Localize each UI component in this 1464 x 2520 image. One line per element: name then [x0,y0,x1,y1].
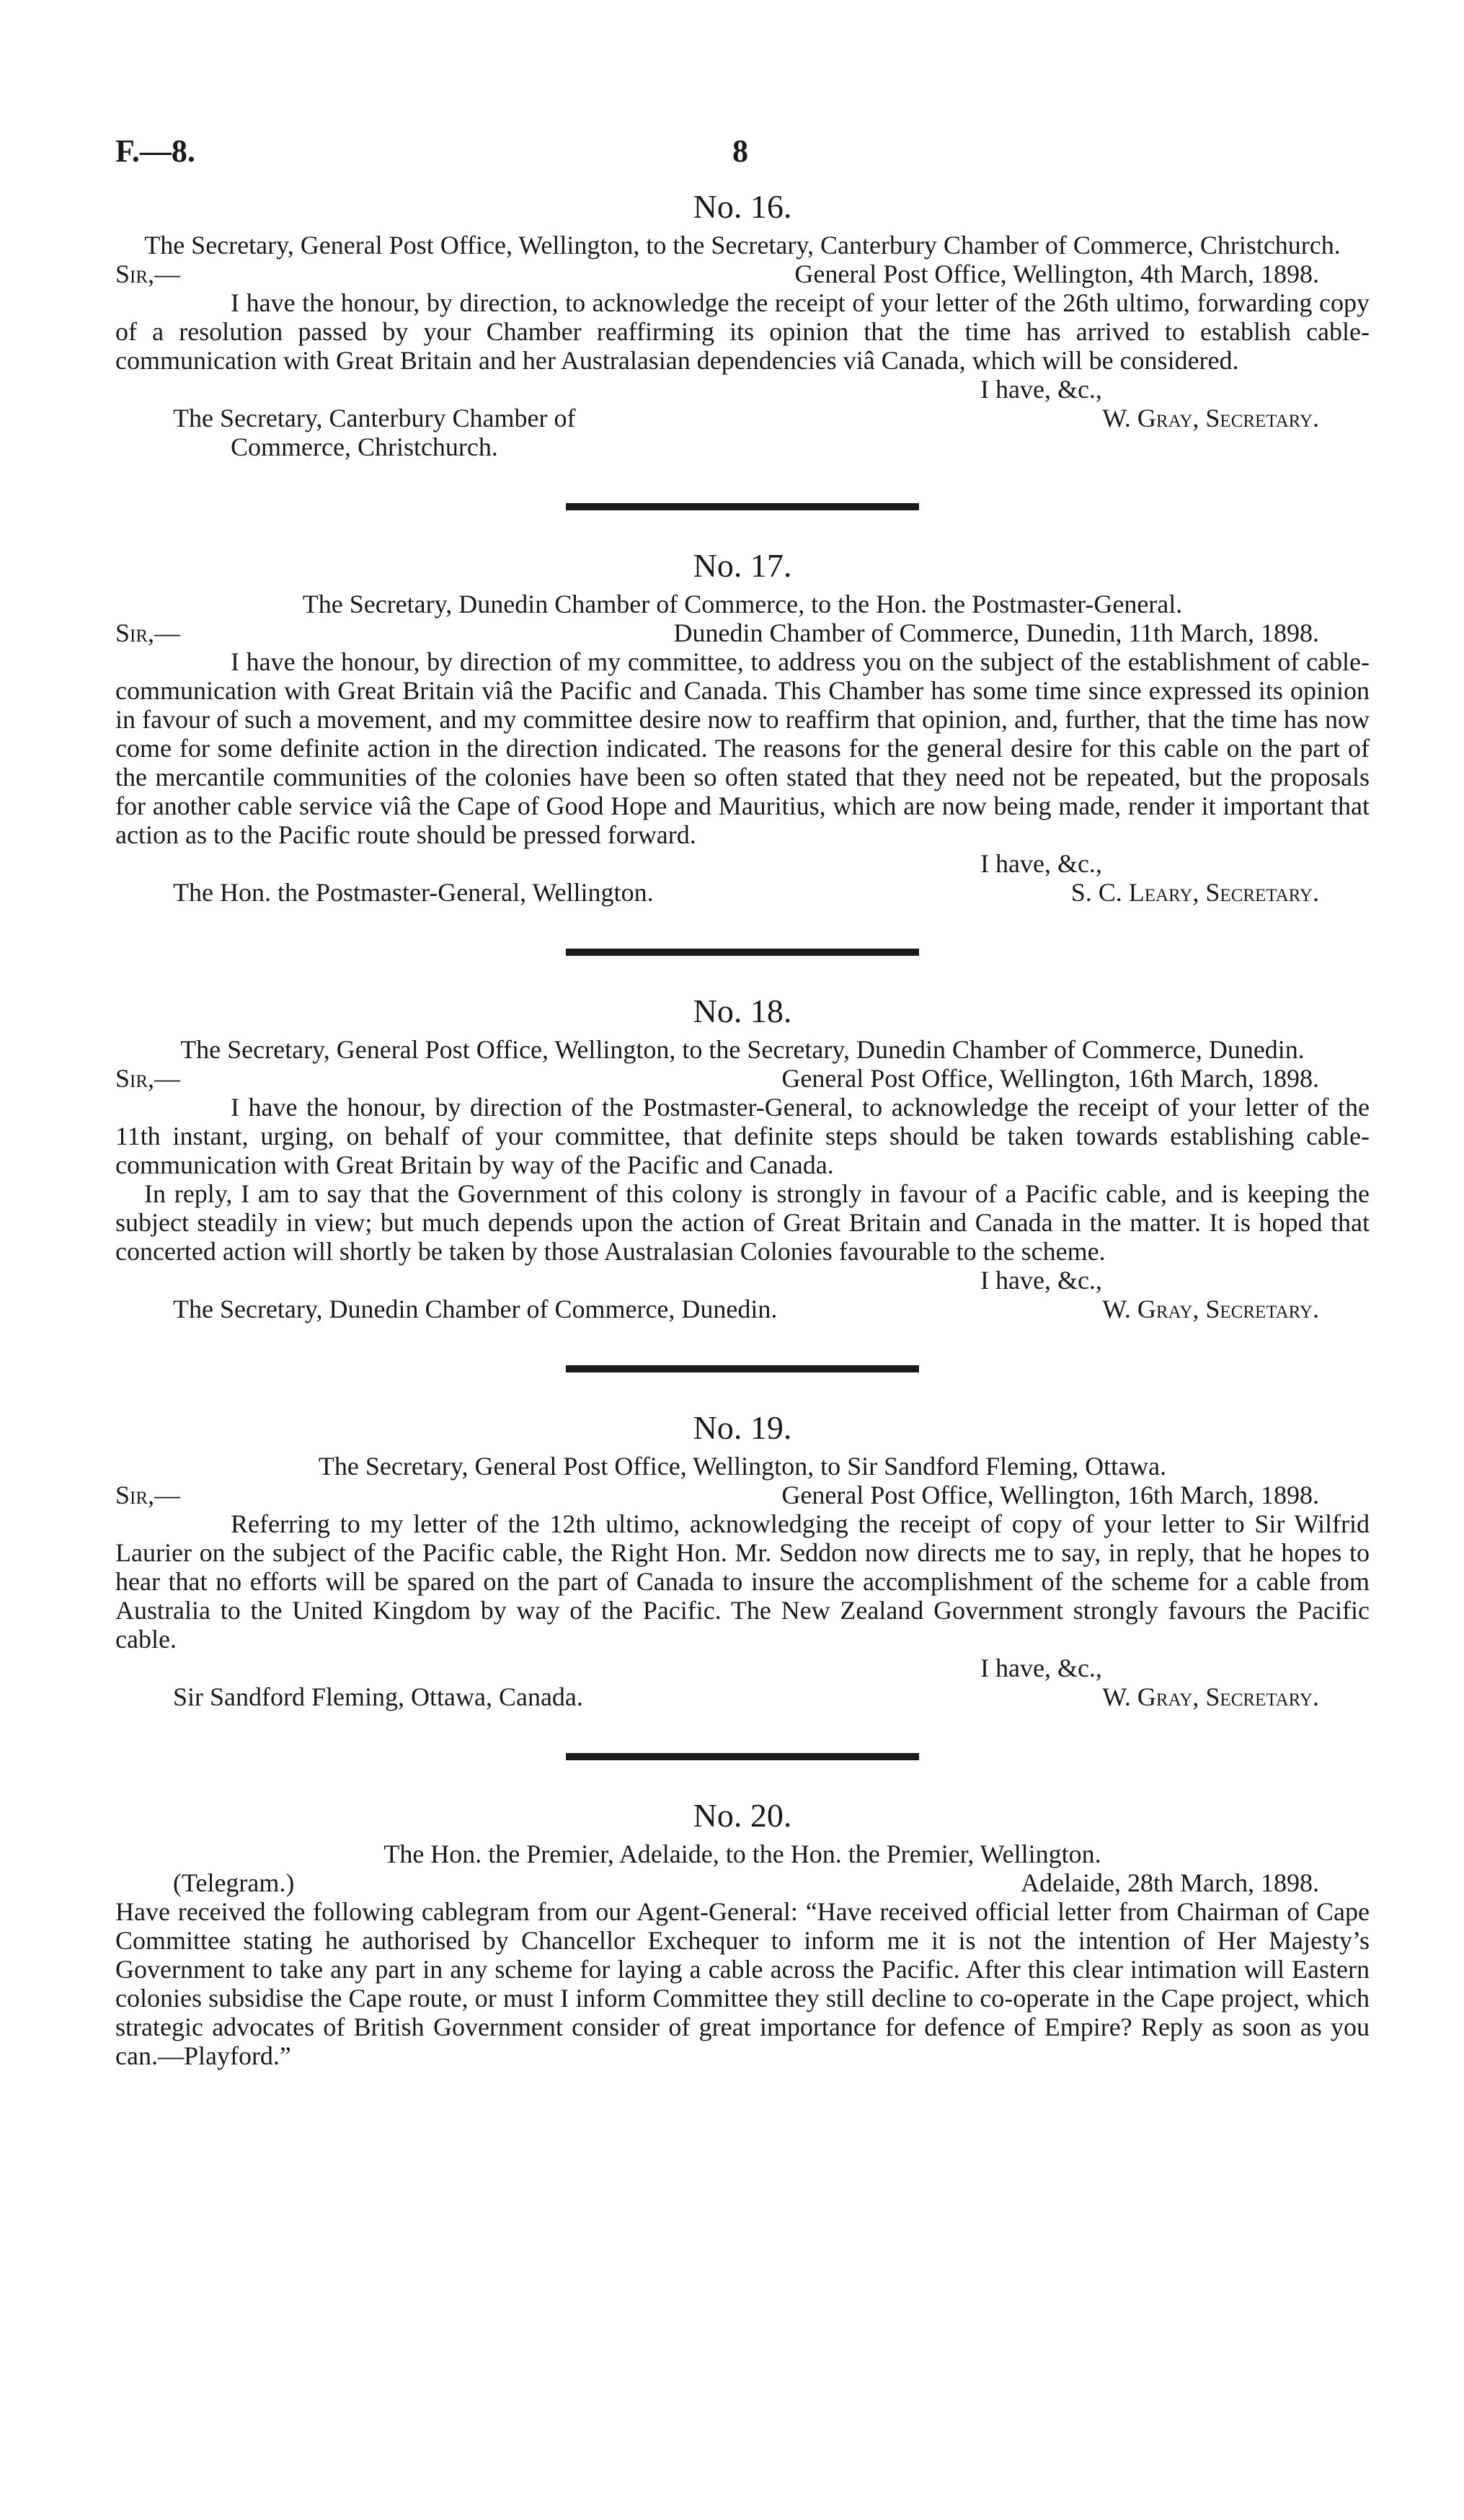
letter-no-16 [115,187,1370,461]
letter-number: No. 20. [693,1797,792,1834]
addressee: The Hon. the Postmaster-General, Wellington. [173,878,654,907]
letter-no-17 [115,546,1370,907]
sender-address: General Post Office, Wellington, 16th March, 1898. [781,1481,1319,1509]
addressee: Sir Sandford Fleming, Ottawa, Canada. [173,1682,583,1711]
letter-heading: The Secretary, General Post Office, Wellington, to Sir Sandford Fleming, Ottawa. [318,1452,1167,1481]
salutation: Sir,— [115,618,181,647]
page-number: 8 [732,133,748,169]
letter-paragraph: In reply, I am to say that the Government of this colony is strongly in favour of a Pacific cable, and is keeping the subject steadily in view; but much depends upon the action of Great Britain and Canada in the matter. It is hoped that concerted action will shortly be taken by those Australasian Colonies favourable to the scheme. [115,1179,1370,1266]
sender-address: Dunedin Chamber of Commerce, Dunedin, 11th March, 1898. [673,618,1319,647]
letter-heading: The Secretary, General Post Office, Wellington, to the Secretary, Canterbury Chamber of Commerce, Christchurch. [144,231,1341,259]
letter-number: No. 18. [693,993,792,1029]
letter-heading: The Secretary, General Post Office, Wellington, to the Secretary, Dunedin Chamber of Commerce, Dunedin. [180,1035,1305,1064]
closing: I have, &c., [980,1654,1102,1682]
letter-heading: The Hon. the Premier, Adelaide, to the Hon. the Premier, Wellington. [383,1840,1101,1868]
letter-paragraph: Referring to my letter of the 12th ultimo, acknowledging the receipt of copy of your letter to Sir Wilfrid Laurier on the subject of the Pacific cable, the Right Hon. Mr. Seddon now directs me to say, in reply, that he hopes to hear that no efforts will be spared on the part of Canada to insure the accomplishment of the scheme for a cable from Australia to the United Kingdom by way of the Pacific. The New Zealand Government strongly favours the Pacific cable. [115,1509,1370,1654]
letter-number: No. 16. [693,188,792,225]
section-divider [566,503,919,510]
telegram-label: (Telegram.) [173,1868,295,1897]
letter-paragraph: I have the honour, by direction, to acknowledge the receipt of your letter of the 26th ultimo, forwarding copy of a resolution passed by your Chamber reaffirming its opinion that the time has arrived to establish cable-communication with Great Britain and her Australasian dependencies viâ Canada, which will be considered. [115,288,1370,375]
letter-no-18 [115,992,1370,1323]
signature: W. Gray, Secretary. [1102,1295,1319,1323]
letter-paragraph: I have the honour, by direction of the Postmaster-General, to acknowledge the receipt of your letter of the 11th instant, urging, on behalf of your committee, that definite steps should be taken towards establishing cable-communication with Great Britain by way of the Pacific and Canada. [115,1093,1370,1179]
document-page [115,133,1370,2070]
section-divider [566,1753,919,1760]
signature: S. C. Leary, Secretary. [1070,878,1319,907]
letter-number: No. 19. [693,1409,792,1446]
signature: W. Gray, Secretary. [1102,1682,1319,1711]
sender-address: General Post Office, Wellington, 4th March, 1898. [794,259,1319,288]
sender-address: General Post Office, Wellington, 16th March, 1898. [781,1064,1319,1093]
letter-no-19 [115,1408,1370,1711]
closing: I have, &c., [980,1266,1102,1295]
section-divider [566,949,919,956]
closing: I have, &c., [980,849,1102,878]
closing: I have, &c., [980,375,1102,404]
telegram-text: Have received the following cablegram from our Agent-General: “Have received official letter from Chairman of Cape Committee stating he authorised by Chancellor Exchequer to inform me it is not the intention of Her Majesty’s Government to take any part in any scheme for laying a cable across the Pacific. After this clear intimation will Eastern colonies subsidise the Cape route, or must I inform Committee they still decline to co-operate in the Cape project, which strategic advocates of British Government consider of great importance for defence of Empire? Reply as soon as you can.—Playford.” [115,1897,1370,2070]
letter-paragraph: I have the honour, by direction of my committee, to address you on the subject of the establishment of cable-communication with Great Britain viâ the Pacific and Canada. This Chamber has some time since expressed its opinion in favour of such a movement, and my committee desire now to reaffirm that opinion, and, further, that the time has now come for some definite action in the direction indicated. The reasons for the general desire for this cable on the part of the mercantile communities of the colonies have been so often stated that they need not be repeated, but the proposals for another cable service viâ the Cape of Good Hope and Mauritius, which are now being made, render it important that action as to the Pacific route should be pressed forward. [115,647,1370,849]
addressee: The Secretary, Dunedin Chamber of Commerce, Dunedin. [173,1295,778,1323]
addressee-continued: Commerce, Christchurch. [231,432,498,461]
addressee: The Secretary, Canterbury Chamber of [173,404,576,432]
signature: W. Gray, Secretary. [1102,404,1319,432]
section-divider [566,1365,919,1372]
paper-code: F.—8. [115,133,195,169]
salutation: Sir,— [115,259,181,288]
letter-no-20 [115,1796,1370,2070]
salutation: Sir,— [115,1481,181,1509]
letter-heading: The Secretary, Dunedin Chamber of Commerce, to the Hon. the Postmaster-General. [302,590,1183,618]
letter-number: No. 17. [693,547,792,584]
page-header [115,133,1370,187]
sender-address: Adelaide, 28th March, 1898. [1021,1868,1319,1897]
salutation: Sir,— [115,1064,181,1093]
